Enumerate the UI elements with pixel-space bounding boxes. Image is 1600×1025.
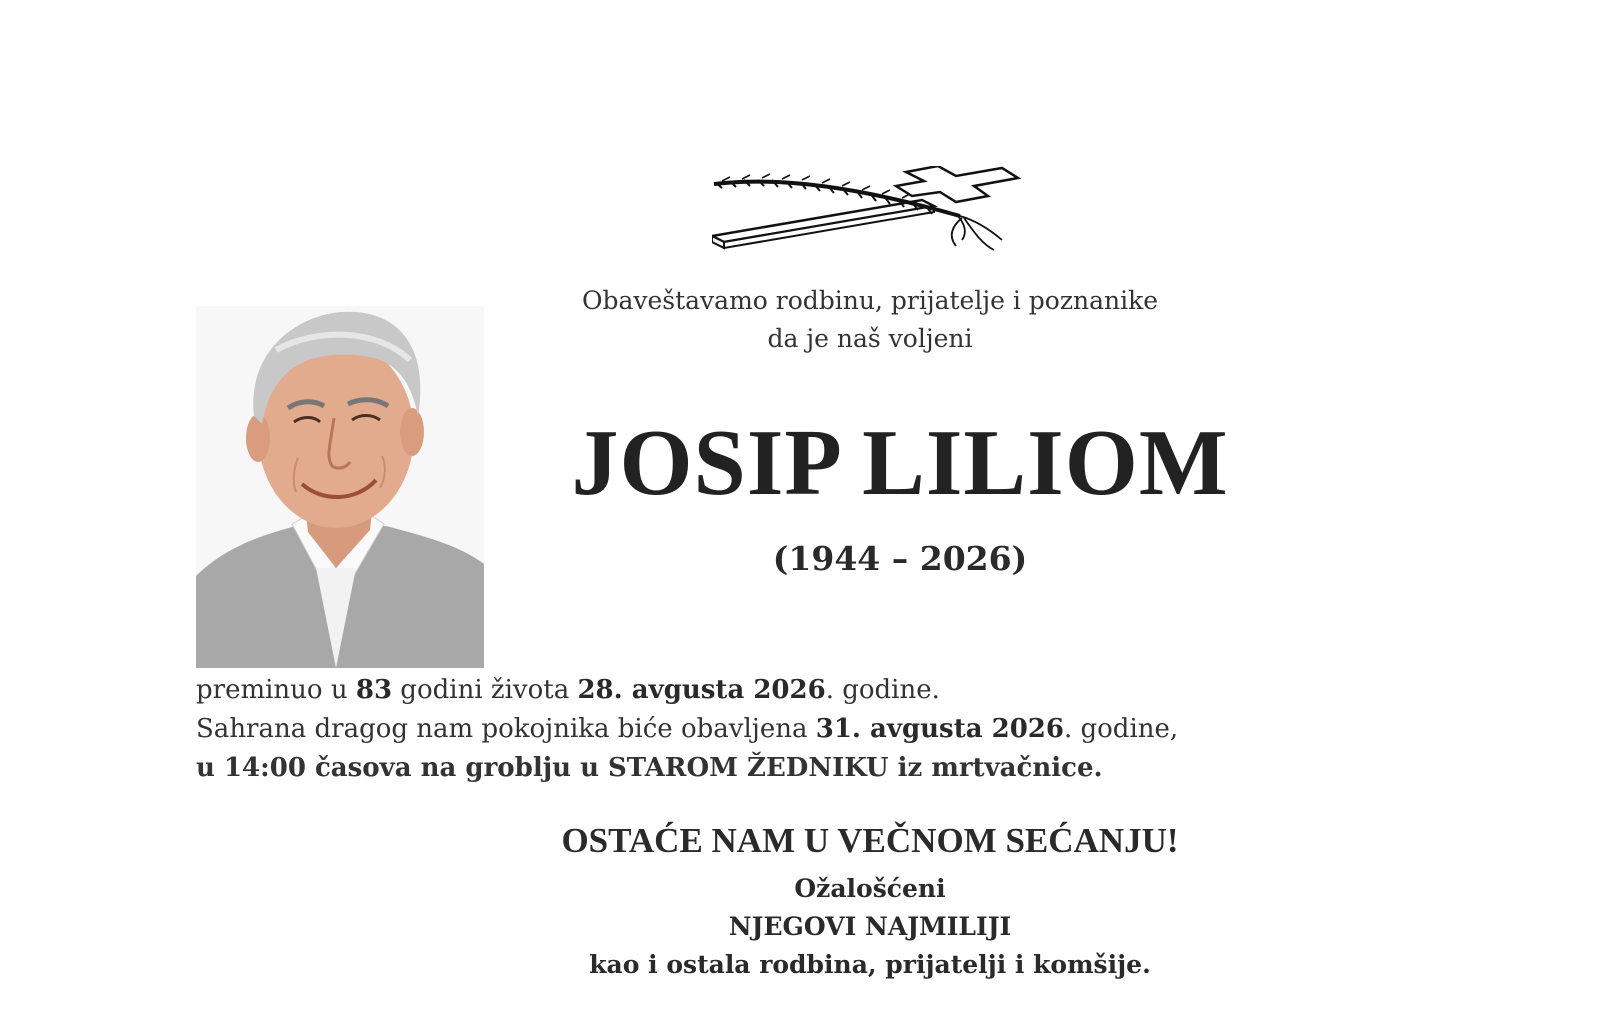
funeral-place-line: u 14:00 časova na groblju u STAROM ŽEDNIKU iz mrtvačnice.: [196, 753, 1103, 783]
intro-line-2: da je naš voljeni: [767, 324, 973, 353]
remembrance-heading: OSTAĆE NAM U VEČNOM SEĆANJU!: [561, 821, 1179, 860]
funeral-text-b: . godine,: [1063, 714, 1179, 744]
cross-with-palm-icon: [712, 166, 1038, 256]
mourners-label: Ožalošćeni: [794, 874, 946, 903]
intro-line-1: Obaveštavamo rodbinu, prijatelje i poznanike: [581, 286, 1159, 315]
death-text-a: preminuo u: [196, 675, 356, 705]
funeral-info-line: [196, 711, 1178, 747]
age-value: 83: [355, 675, 393, 705]
mourners-name: NJEGOVI NAJMILIJI: [728, 912, 1012, 941]
death-text-b: godini života: [392, 675, 578, 705]
other-mourners: kao i ostala rodbina, prijatelji i komšije.: [589, 950, 1151, 979]
death-text-c: . godine.: [825, 675, 940, 705]
funeral-text-a: Sahrana dragog nam pokojnika biće obavljena: [196, 714, 816, 744]
deceased-name: JOSIP LILIOM: [571, 411, 1229, 515]
death-date: 28. avgusta 2026: [577, 675, 826, 705]
death-info-line: [196, 672, 940, 708]
portrait-photo: [196, 306, 484, 668]
funeral-date: 31. avgusta 2026: [815, 714, 1064, 744]
life-years: (1944 – 2026): [772, 539, 1028, 578]
